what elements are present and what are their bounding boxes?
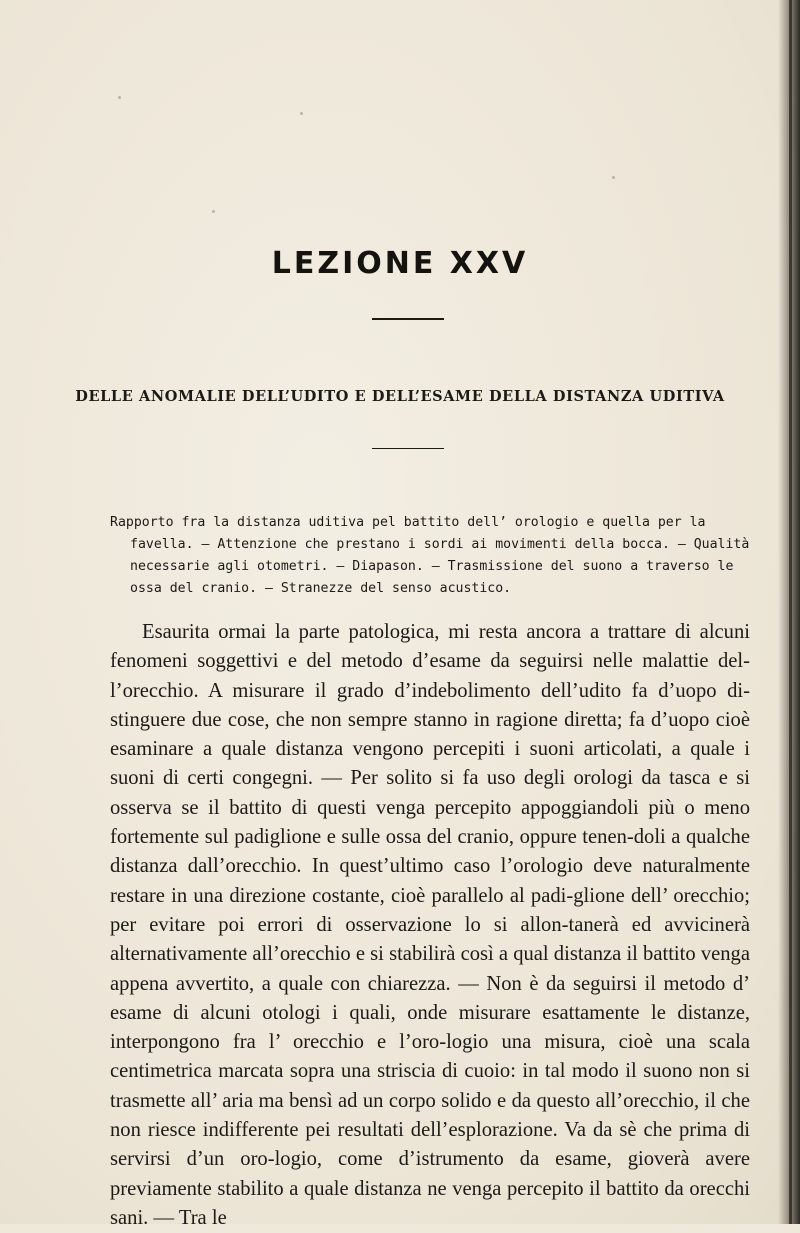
lesson-summary: Rapporto fra la distanza uditiva pel battito dell’ orologio e quella per la favella. — Attenzione che prestano i sordi ai movimenti della bocca. — Qualità necessarie agli otometri. — Diapason. — Trasmissione del suono a traverso le ossa del cranio. — Stranezze del senso acustico.: [110, 515, 750, 596]
title-rule: [372, 318, 444, 320]
lesson-subtitle: DELLE ANOMALIE DELL’UDITO E DELL’ESAME DELLA DISTANZA UDITIVA: [75, 388, 725, 405]
book-edge: [789, 0, 792, 1224]
lesson-title: LEZIONE XXV: [271, 246, 529, 281]
paper-speck: [300, 112, 303, 115]
paper-speck: [612, 176, 615, 179]
paper-speck: [118, 96, 121, 99]
body-paragraph: Esaurita ormai la parte patologica, mi resta ancora a trattare di alcuni fenomeni soggettivi e del metodo d’esame da seguirsi nelle malattie del-l’orecchio. A misurare il grado d’indebolimento dell’udito fa d’uopo di-stinguere due cose, che non sempre stanno in ragione diretta; fa d’uopo cioè esaminare a quale distanza vengono percepiti i suoni articolati, a quale i suoni di certi congegni. — Per solito si fa uso degli orologi da tasca e si osserva se il battito di questi venga percepito appoggiandoli più o meno fortemente sul padiglione e sulle ossa del cranio, oppure tenen-doli a qualche distanza dall’orecchio. In quest’ultimo caso l’orologio deve naturalmente restare in una direzione costante, cioè parallelo al padi-glione dell’ orecchio; per evitare poi errori di osservazione lo si allon-tanerà ed avvicinerà alternativamente all’orecchio e si stabilirà così a qual distanza il battito venga appena avvertito, a quale con chiarezza. — Non è da seguirsi il metodo d’ esame di alcuni otologi i quali, onde misurare esattamente le distanze, interpongono fra l’ orecchio e l’oro-logio una misura, cioè una scala centimetrica marcata sopra una striscia di cuoio: in tal modo il suono non si trasmette all’ aria ma bensì ad un corpo solido e da questo all’orecchio, il che non riesce indifferente pei resultati dell’esplorazione. Va da sè che prima di servirsi d’un oro-logio, come d’istrumento da esame, gioverà avere previamente stabilito a quale distanza ne venga percepito il battito da orecchi sani. — Tra le: [110, 621, 750, 1229]
paper-speck: [212, 210, 215, 213]
subtitle-rule: [372, 448, 444, 449]
